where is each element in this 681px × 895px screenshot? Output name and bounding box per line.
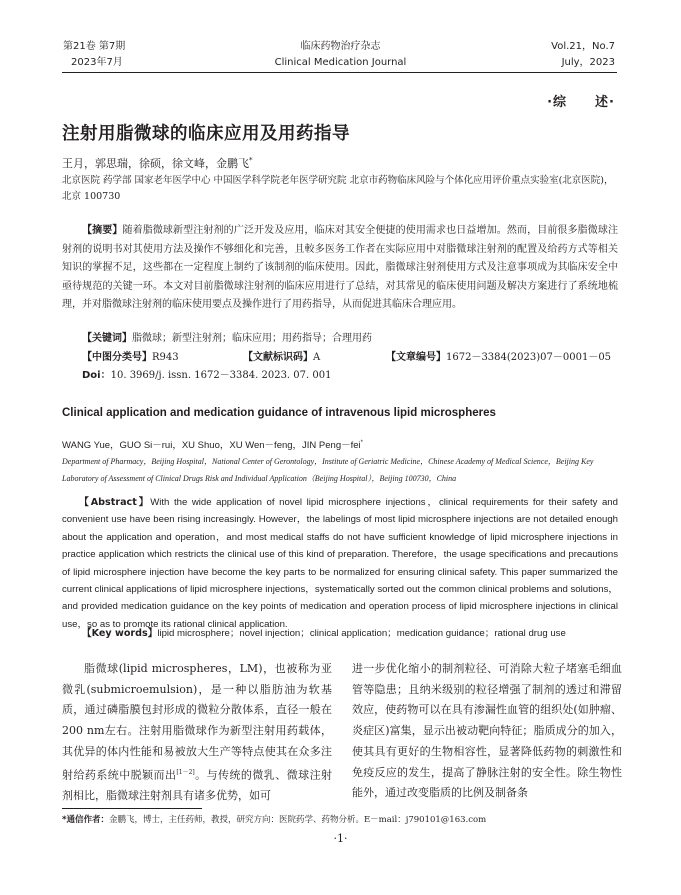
doc-code-label: 【文献标识码】 bbox=[243, 352, 313, 363]
date-en: July，2023 bbox=[561, 57, 615, 68]
date-cn: 2023年7月 bbox=[71, 57, 123, 68]
classification-value: R943 bbox=[152, 352, 179, 363]
authors-en bbox=[62, 437, 363, 451]
abstract-en bbox=[62, 494, 618, 633]
footnote bbox=[62, 813, 486, 825]
body-left-text-2: 。与传统的微乳、微球注射剂相比，脂微球注射剂具有诸多优势，如可 bbox=[62, 768, 333, 802]
footnote-rule bbox=[62, 808, 202, 809]
keywords-en-label: 【Key words】 bbox=[82, 628, 158, 639]
keywords-en bbox=[82, 625, 566, 639]
keywords-en-text: lipid microsphere；novel injection；clinical application；medication guidance；rational drug use bbox=[157, 628, 566, 639]
keywords-cn-text: 脂微球；新型注射剂；临床应用；用药指导；合理用药 bbox=[132, 333, 372, 344]
footnote-label: *通信作者： bbox=[62, 815, 109, 825]
page-number: ·1· bbox=[333, 832, 348, 845]
corresponding-mark: * bbox=[249, 156, 253, 165]
abstract-cn bbox=[62, 222, 618, 315]
abstract-cn-label: 【摘要】 bbox=[82, 225, 123, 236]
journal-name-cn: 临床药物治疗杂志 bbox=[300, 41, 381, 52]
article-number-value: 1672－3384(2023)07－0001－05 bbox=[446, 352, 612, 363]
body-column-left bbox=[62, 659, 332, 807]
affiliation-en: Department of Pharmacy，Beijing Hospital，National Center of Gerontology，Institute of Geriatric Medicine，Chinese Academy of Medical Science，Beijing Key Laboratory of Assessment of Clinical Drugs Risk and Individual Application（Beijing Hospital），Beijing 100730，China bbox=[62, 457, 594, 483]
abstract-en-label: 【Abstract】 bbox=[79, 497, 151, 508]
title-en: Clinical application and medication guidance of intravenous lipid microspheres bbox=[62, 407, 496, 419]
header-rule bbox=[62, 72, 617, 73]
section-tag: ·综 述· bbox=[547, 95, 615, 110]
citation-1-2[interactable]: [1－2] bbox=[176, 768, 195, 776]
volume-issue-en: Vol.21，No.7 bbox=[551, 41, 615, 52]
doi-line bbox=[82, 367, 331, 385]
doi-value: 10. 3969/j. issn. 1672－3384. 2023. 07. 001 bbox=[110, 370, 332, 381]
authors-en-text: WANG Yue，GUO Si－rui，XU Shuo，XU Wen－feng，JIN Peng－fei bbox=[62, 440, 361, 451]
doi-label: Doi： bbox=[82, 370, 111, 381]
journal-name-en: Clinical Medication Journal bbox=[274, 57, 407, 68]
body-left-text: 脂微球(lipid microspheres，LM)，也被称为亚微乳(submicroemulsion)，是一种以脂肪油为软基质，通过磷脂膜包封形成的微粒分散体系，直径一般在200 nm左右。注射用脂微球作为新型注射用药载体，其优异的体内性能和易被放大生产等特点使其在众多注射给药系统中脱颖而出 bbox=[62, 662, 332, 782]
doc-code-value: A bbox=[313, 352, 321, 363]
abstract-cn-text: 随着脂微球新型注射剂的广泛开发及应用，临床对其安全便捷的使用需求也日益增加。然而，目前很多脂微球注射剂的说明书对其使用方法及操作不够细化和完善，且較多医务工作者在实际应用中对脂微球注射剂的配置及给药方式等相关知识的掌握不足，这些都在一定程度上制约了该制剂的临床使用。因此，脂微球注射剂使用方式及注意事项成为其临床安全中亟待规范的关键一环。本文对目前脂微球注射剂的临床应用进行了总结，对其常见的临床使用问题及解决方案进行了系统地梳理，并对脂微球注射剂的临床使用要点及操作进行了用药指导，从而促进其临床合理应用。 bbox=[62, 225, 619, 311]
volume-issue-cn: 第21卷 第7期 bbox=[63, 41, 126, 52]
article-number-label: 【文章编号】 bbox=[386, 352, 446, 363]
authors-cn bbox=[62, 155, 253, 171]
article-number-line bbox=[386, 349, 611, 367]
doc-code-line bbox=[243, 349, 320, 367]
page-title: 注射用脂微球的临床应用及用药指导 bbox=[62, 124, 350, 144]
authors-cn-text: 王月，郭思瑞，徐硕，徐文峰，金鹏飞 bbox=[62, 157, 249, 170]
classification-label: 【中图分类号】 bbox=[82, 352, 152, 363]
corresponding-mark-en: * bbox=[360, 439, 363, 446]
abstract-en-text: With the wide application of novel lipid microsphere injections，clinical requirements for their safety and convenient use have been rising increasingly. However，the labelings of most lipid microsphere injections are not detailed enough about the application and operation，and most medical staffs do not have sufficient knowledge of lipid microsphere injections in practice application which restricts the clinical use of this kind of preparation. Therefore，the usage specifications and precautions of lipid microsphere injection have become the key parts to be normalized for ensuring clinical safety. This paper summarized the current clinical applications of lipid microsphere injections，systematically sorted out the common clinical problems and solutions，and provided medication guidance on the key points of medication and operation process of lipid microsphere injections in clinical use，so as to promote its rational clinical application. bbox=[62, 497, 618, 630]
affiliation-cn: 北京医院 药学部 国家老年医学中心 中国医学科学院老年医学研究院 北京市药物临床风险与个体化应用评价重点实验室(北京医院)，北京 100730 bbox=[62, 175, 614, 202]
keywords-cn-label: 【关键词】 bbox=[82, 333, 132, 344]
footnote-text: 金鹏飞，博士，主任药师，教授，研究方向：医院药学、药物分析。E－mail：j790101@163.com bbox=[108, 815, 487, 825]
body-column-right: 进一步优化缩小的制剂粒径、可消除大粒子堵塞毛细血管等隐患；且纳米级别的粒径增强了制剂的透过和滞留效应，使药物可以在具有渗漏性血管的组织处(如肿瘤、炎症区)富集，显示出被动靶向特征；脂质成分的加入，使其具有更好的生物相容性，显著降低药物的刺激性和免疫反应的发生，提高了静脉注射的安全性。除生物性能外，通过改变脂质的比例及制备条 bbox=[352, 662, 622, 800]
classification-line bbox=[82, 349, 179, 367]
keywords-cn bbox=[82, 330, 372, 348]
